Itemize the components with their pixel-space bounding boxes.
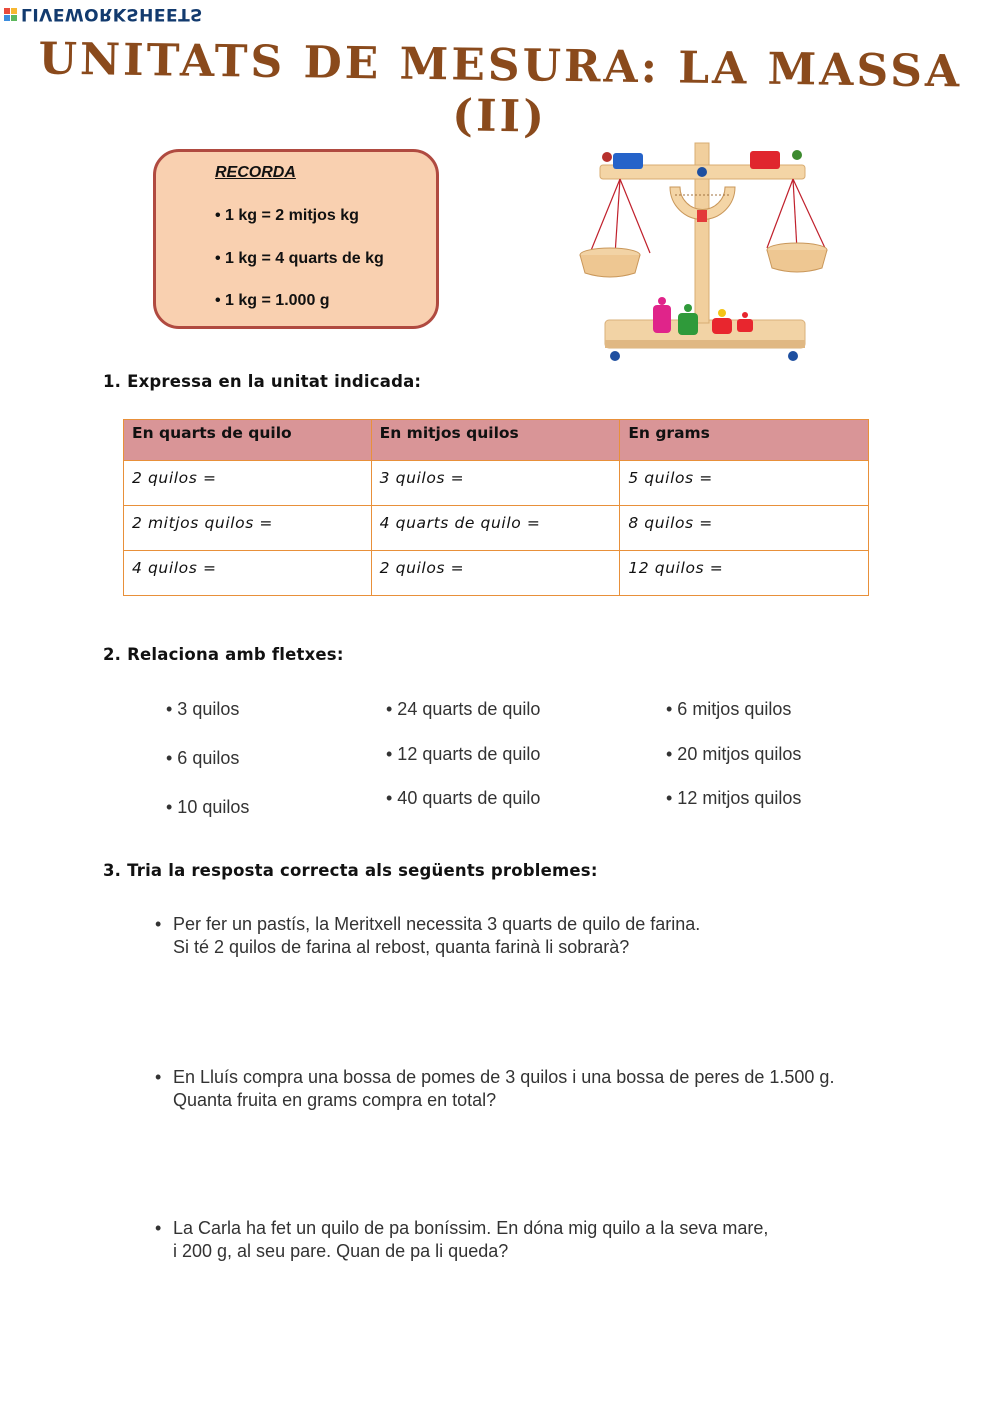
balance-scale-image: [575, 135, 835, 370]
recorda-item: • 1 kg = 1.000 g: [215, 292, 330, 309]
problem-line: Per fer un pastís, la Meritxell necessita 3 quarts de quilo de farina.: [173, 914, 701, 934]
recorda-item: • 1 kg = 2 mitjos kg: [215, 207, 359, 224]
bullet: •: [155, 914, 162, 934]
table-cell[interactable]: 2 mitjos quilos =: [124, 506, 372, 551]
match-item-right[interactable]: • 12 mitjos quilos: [666, 788, 802, 808]
match-item-left[interactable]: • 10 quilos: [166, 797, 250, 817]
table-row: [124, 506, 869, 551]
table-cell[interactable]: 2 quilos =: [371, 551, 620, 596]
conversion-table: [123, 419, 869, 596]
question-2-heading: 2. Relaciona amb fletxes:: [103, 645, 344, 664]
problem-line: Si té 2 quilos de farina al rebost, quanta farinà li sobrarà?: [173, 937, 630, 957]
problem-line: Quanta fruita en grams compra en total?: [173, 1090, 497, 1110]
bullet: •: [155, 1218, 162, 1238]
table-cell[interactable]: 4 quarts de quilo =: [371, 506, 620, 551]
match-item-middle[interactable]: • 12 quarts de quilo: [386, 744, 541, 764]
match-item-right[interactable]: • 6 mitjos quilos: [666, 699, 792, 719]
match-item-left[interactable]: • 6 quilos: [166, 748, 240, 768]
recorda-item: • 1 kg = 4 quarts de kg: [215, 250, 384, 267]
question-3-heading: 3. Tria la resposta correcta als següents problemes:: [103, 861, 598, 880]
bullet: •: [155, 1067, 162, 1087]
table-header-cell: [124, 420, 372, 461]
problem-2: [155, 1066, 835, 1112]
table-header-cell: [620, 420, 869, 461]
table-cell[interactable]: 12 quilos =: [620, 551, 869, 596]
match-item-middle[interactable]: • 40 quarts de quilo: [386, 788, 541, 808]
table-cell[interactable]: 4 quilos =: [124, 551, 372, 596]
match-item-right[interactable]: • 20 mitjos quilos: [666, 744, 802, 764]
table-header-label: En quarts de quilo: [132, 424, 292, 442]
table-header-label: En mitjos quilos: [379, 424, 519, 442]
problem-1: [155, 913, 701, 959]
recorda-heading: RECORDA: [215, 164, 296, 181]
match-item-middle[interactable]: • 24 quarts de quilo: [386, 699, 541, 719]
logo-grid-icon: [4, 8, 17, 21]
match-item-left[interactable]: • 3 quilos: [166, 699, 240, 719]
table-cell[interactable]: 2 quilos =: [124, 461, 372, 506]
recorda-box: [153, 149, 439, 329]
problem-line: i 200 g, al seu pare. Quan de pa li queda?: [173, 1241, 509, 1261]
table-cell[interactable]: 8 quilos =: [620, 506, 869, 551]
table-header-row: [124, 420, 869, 461]
liveworksheets-logo: [4, 4, 203, 24]
table-row: [124, 461, 869, 506]
table-row: [124, 551, 869, 596]
table-header-label: En grams: [628, 424, 710, 442]
page-title: UNITATS DE MESURA: LA MASSA (II): [38, 33, 963, 143]
table-cell[interactable]: 3 quilos =: [371, 461, 620, 506]
table-cell[interactable]: 5 quilos =: [620, 461, 869, 506]
problem-line: En Lluís compra una bossa de pomes de 3 quilos i una bossa de peres de 1.500 g.: [173, 1067, 835, 1087]
problem-line: La Carla ha fet un quilo de pa boníssim. En dóna mig quilo a la seva mare,: [173, 1218, 769, 1238]
problem-3: [155, 1217, 769, 1263]
table-header-cell: [371, 420, 620, 461]
question-1-heading: 1. Expressa en la unitat indicada:: [103, 372, 422, 391]
logo-text: LIVEWORKSHEETS: [21, 4, 203, 24]
